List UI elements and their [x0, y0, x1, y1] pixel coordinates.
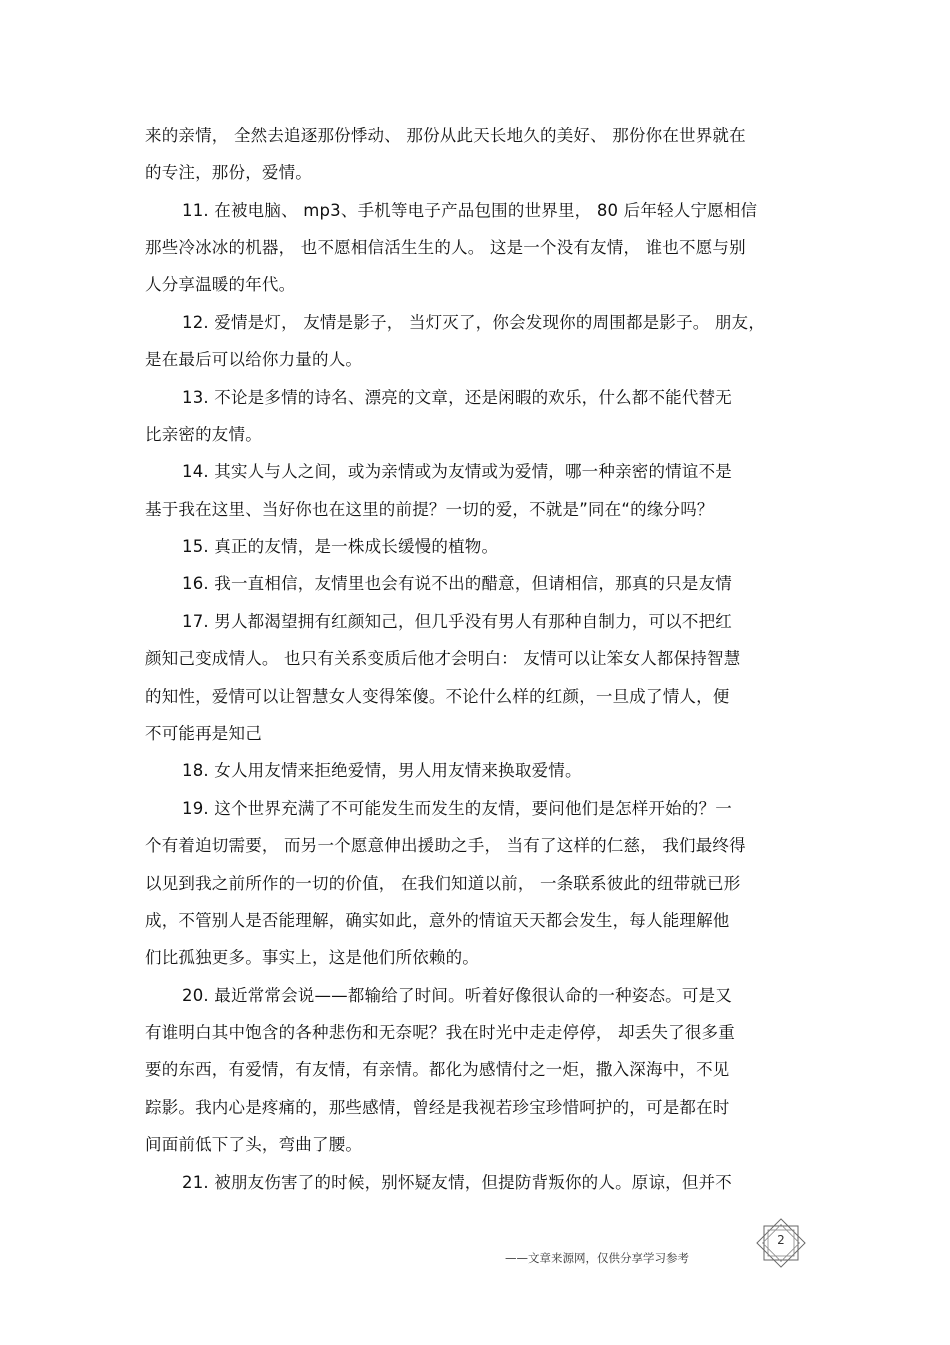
text-line: 12. 爱情是灯， 友情是影子， 当灯灭了，你会发现你的周围都是影子。 朋友，: [182, 313, 766, 332]
text-line: 基于我在这里、当好你也在这里的前提？一切的爱，不就是”同在“的缘分吗？: [145, 500, 714, 519]
text-line: 有谁明白其中饱含的各种悲伤和无奈呢？我在时光中走走停停， 却丢失了很多重: [145, 1023, 735, 1042]
text-line: 15. 真正的友情，是一株成长缓慢的植物。: [182, 537, 499, 556]
text-line: 的专注，那份，爱情。: [145, 163, 312, 182]
page-number: 2: [777, 1233, 785, 1247]
text-line: 颜知己变成情人。 也只有关系变质后他才会明白： 友情可以让笨女人都保持智慧: [145, 649, 741, 668]
text-line: 那些冷冰冰的机器， 也不愿相信活生生的人。 这是一个没有友情， 谁也不愿与别: [145, 238, 746, 257]
text-line: 比亲密的友情。: [145, 425, 262, 444]
text-line: 14. 其实人与人之间，或为亲情或为友情或为爱情，哪一种亲密的情谊不是: [182, 462, 732, 481]
text-line: 成，不管别人是否能理解，确实如此，意外的情谊天天都会发生，每人能理解他: [145, 911, 730, 930]
text-line: 11. 在被电脑、 mp3、手机等电子产品包围的世界里， 80 后年轻人宁愿相信: [182, 201, 758, 220]
text-line: 要的东西，有爱情，有友情，有亲情。都化为感情付之一炬，撒入深海中，不见: [145, 1060, 730, 1079]
text-line: 16. 我一直相信，友情里也会有说不出的醋意，但请相信，那真的只是友情: [182, 574, 732, 593]
text-line: 人分享温暖的年代。: [145, 275, 296, 294]
text-line: 不可能再是知己: [145, 724, 262, 743]
text-line: 是在最后可以给你力量的人。: [145, 350, 363, 369]
text-line: 间面前低下了头，弯曲了腰。: [145, 1135, 363, 1154]
text-line: 们比孤独更多。事实上，这是他们所依赖的。: [145, 948, 479, 967]
text-line: 19. 这个世界充满了不可能发生而发生的友情，要问他们是怎样开始的？一: [182, 799, 732, 818]
text-line: 个有着迫切需要， 而另一个愿意伸出援助之手， 当有了这样的仁慈， 我们最终得: [145, 836, 746, 855]
footer-source-note: ——文章来源网，仅供分享学习参考: [505, 1251, 689, 1265]
text-line: 以见到我之前所作的一切的价值， 在我们知道以前， 一条联系彼此的纽带就已形: [145, 874, 741, 893]
page-number-badge: [756, 1218, 806, 1268]
text-line: 13. 不论是多情的诗名、漂亮的文章，还是闲暇的欢乐，什么都不能代替无: [182, 388, 732, 407]
text-line: 踪影。我内心是疼痛的，那些感情，曾经是我视若珍宝珍惜呵护的，可是都在时: [145, 1098, 730, 1117]
text-line: 来的亲情， 全然去追逐那份悸动、 那份从此天长地久的美好、 那份你在世界就在: [145, 126, 746, 145]
text-line: 的知性，爱情可以让智慧女人变得笨傻。不论什么样的红颜，一旦成了情人，便: [145, 687, 730, 706]
text-line: 20. 最近常常会说——都输给了时间。听着好像很认命的一种姿态。可是又: [182, 986, 732, 1005]
text-line: 21. 被朋友伤害了的时候，别怀疑友情，但提防背叛你的人。原谅，但并不: [182, 1173, 732, 1192]
text-line: 18. 女人用友情来拒绝爱情，男人用友情来换取爱情。: [182, 761, 582, 780]
text-line: 17. 男人都渴望拥有红颜知己，但几乎没有男人有那种自制力，可以不把红: [182, 612, 732, 631]
